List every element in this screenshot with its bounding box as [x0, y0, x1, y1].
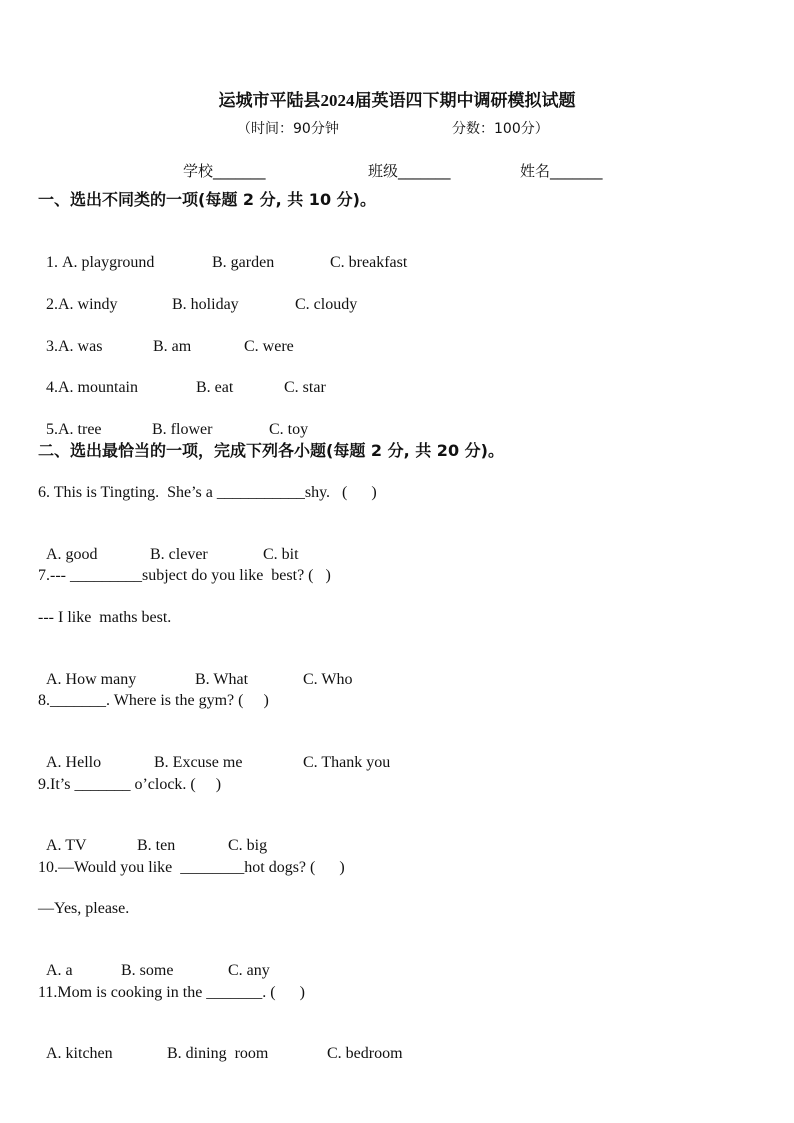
question-number: 2. — [46, 296, 58, 313]
option-a: A. a — [46, 962, 73, 979]
option-c: C. toy — [269, 421, 309, 438]
question-number: 4. — [46, 379, 58, 396]
class-field: 班级_______ — [368, 162, 451, 180]
question-6-options — [38, 525, 299, 565]
option-c: C. bit — [263, 546, 299, 563]
option-c: C. were — [244, 338, 294, 355]
option-a: A. mountain — [58, 379, 138, 396]
option-b: B. clever — [150, 546, 208, 563]
exam-score: 分数：100分） — [452, 121, 549, 137]
question-3 — [38, 317, 294, 357]
section1-heading: 一、选出不同类的一项(每题 2 分, 共 10 分)。 — [38, 190, 376, 209]
question-5 — [38, 400, 308, 440]
question-8-options — [38, 733, 390, 773]
question-11-stem: 11.Mom is cooking in the _______. ( ) — [38, 984, 305, 1001]
option-b: B. eat — [196, 379, 234, 396]
option-c: C. breakfast — [330, 254, 408, 271]
option-b: B. holiday — [172, 296, 239, 313]
question-11-options — [38, 1024, 403, 1064]
name-field: 姓名_______ — [520, 162, 603, 180]
question-2 — [38, 275, 357, 315]
question-7-options — [38, 650, 352, 690]
question-10-answer: —Yes, please. — [38, 900, 130, 917]
question-number: 1. — [46, 254, 62, 271]
option-c: C. big — [228, 837, 268, 854]
option-b: B. What — [195, 671, 249, 688]
option-b: B. dining room — [167, 1045, 269, 1062]
question-7-answer: --- I like maths best. — [38, 609, 172, 626]
question-9-stem: 9.It’s _______ o’clock. ( ) — [38, 776, 222, 793]
option-b: B. garden — [212, 254, 275, 271]
option-c: C. Thank you — [303, 754, 391, 771]
option-a: A. tree — [58, 421, 102, 438]
question-7-stem: 7.--- _________subject do you like best? ( ) — [38, 567, 331, 584]
option-a: A. was — [58, 338, 103, 355]
option-c: C. star — [284, 379, 326, 396]
option-b: B. flower — [152, 421, 213, 438]
section2-heading: 二、选出最恰当的一项，完成下列各小题(每题 2 分, 共 20 分)。 — [38, 441, 504, 460]
option-c: C. Who — [303, 671, 353, 688]
option-a: A. good — [46, 546, 98, 563]
question-4 — [38, 358, 326, 398]
exam-time: （时间：90分钟 — [237, 121, 339, 137]
option-a: A. windy — [58, 296, 118, 313]
page-title: 运城市平陆县2024届英语四下期中调研模拟试题 — [218, 91, 576, 110]
option-b: B. am — [153, 338, 192, 355]
question-1 — [38, 233, 407, 273]
option-a: A. kitchen — [46, 1045, 113, 1062]
question-10-stem: 10.—Would you like ________hot dogs? ( ) — [38, 859, 345, 876]
question-8-stem: 8._______. Where is the gym? ( ) — [38, 692, 269, 709]
option-a: A. How many — [46, 671, 137, 688]
question-number: 3. — [46, 338, 58, 355]
question-6-stem: 6. This is Tingting. She’s a ___________shy. ( ) — [38, 484, 377, 501]
option-a: A. Hello — [46, 754, 102, 771]
option-c: C. any — [228, 962, 270, 979]
question-10-options — [38, 941, 270, 981]
option-b: B. Excuse me — [154, 754, 243, 771]
option-b: B. some — [121, 962, 174, 979]
school-field: 学校_______ — [183, 162, 266, 180]
option-a: A. playground — [62, 254, 155, 271]
question-number: 5. — [46, 421, 58, 438]
option-b: B. ten — [137, 837, 176, 854]
question-9-options — [38, 816, 267, 856]
option-c: C. bedroom — [327, 1045, 403, 1062]
option-c: C. cloudy — [295, 296, 358, 313]
option-a: A. TV — [46, 837, 87, 854]
